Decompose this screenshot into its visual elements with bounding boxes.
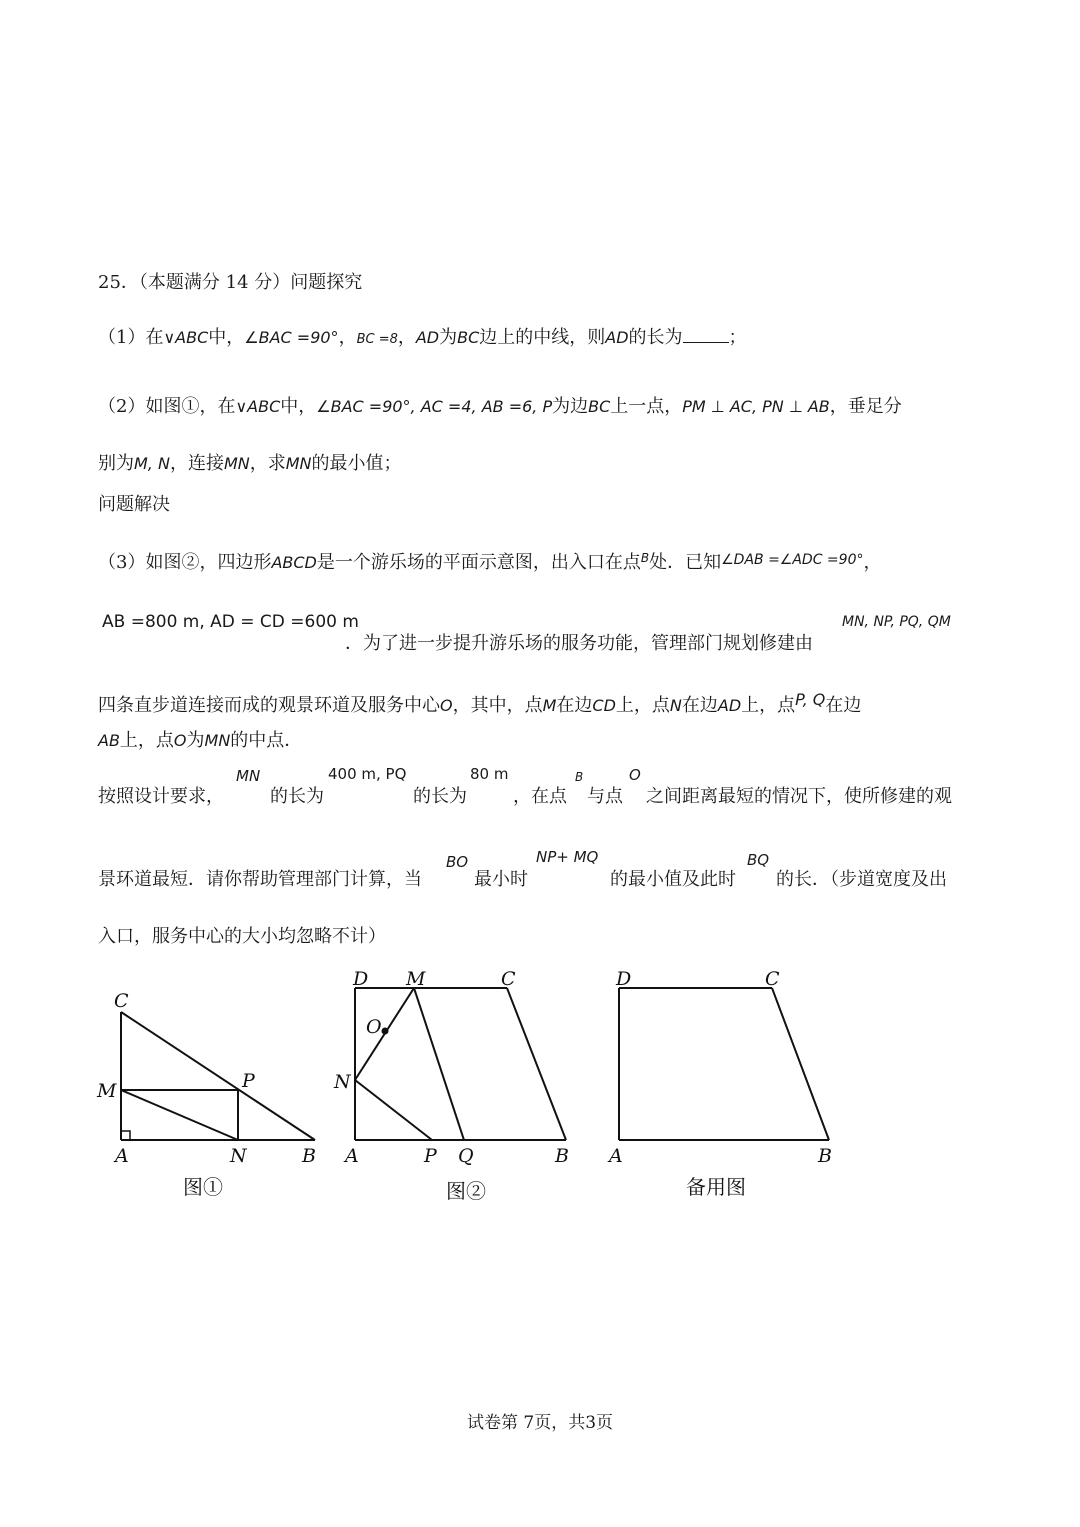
part3-text: 的长为: [270, 786, 324, 807]
part3-text: 的最小值及此时: [610, 869, 736, 890]
fig2-label-c: C: [501, 968, 516, 990]
part1-text: 中，: [208, 327, 245, 348]
part3-text: 为: [186, 730, 205, 751]
part3-math: O: [440, 696, 453, 715]
part3-math-mn: MN: [236, 767, 261, 785]
part1-text: 边上的中线，则: [479, 327, 606, 348]
part1-text: （1）在: [98, 327, 164, 348]
part2-text: 中，: [280, 396, 317, 417]
fig2-label-o: O: [366, 1016, 382, 1038]
part1-math: BC: [457, 328, 480, 347]
part2-text: 上一点，: [610, 396, 683, 417]
fig2-label-d: D: [353, 968, 369, 990]
part1-text: 为: [439, 327, 458, 348]
page-footer: 试卷第 7页，共3页: [466, 1413, 614, 1433]
part3-text: 在边: [825, 695, 862, 716]
fig2-caption: 图②: [446, 1179, 486, 1203]
fig2-seg-np: [355, 1080, 432, 1140]
fig2-label-n: N: [334, 1071, 351, 1093]
fig1-caption: 图①: [183, 1175, 223, 1199]
part3-text: 在边: [556, 695, 593, 716]
part3-math: P, Q: [795, 690, 826, 709]
fig2-label-m: M: [406, 968, 426, 990]
part3-math: M: [542, 696, 557, 715]
part3-text: （3）如图②，四边形: [98, 552, 272, 573]
part2-math: ∠BAC =90°, AC =4, AB =6, P: [316, 397, 553, 416]
part2-text: 别为: [98, 453, 134, 474]
part3-math: ABCD: [271, 553, 317, 572]
fig2-label-a: A: [345, 1145, 359, 1167]
part2-text: 的最小值；: [311, 453, 402, 474]
part2-math: M, N: [134, 454, 170, 473]
question-number: 25．: [98, 272, 139, 293]
fig2-label-p: P: [424, 1145, 437, 1167]
part3-math-npmq: NP+ MQ: [536, 848, 599, 866]
part3-text: ，在点: [513, 786, 567, 807]
fig2-label-b: B: [555, 1145, 569, 1167]
fig1-side-bc: [121, 1012, 315, 1140]
fig2-side-cb: [507, 988, 566, 1140]
part3-math: MN: [204, 731, 231, 750]
fig3-label-b: B: [818, 1145, 832, 1167]
part3-text: 上，点: [741, 695, 796, 716]
part2-text: 为边: [552, 396, 589, 417]
part1-math: BC =8: [356, 332, 398, 347]
part3-math: AD: [717, 696, 742, 715]
part3-text: ．为了进一步提升游乐场的服务功能，管理部门规划修建由: [345, 633, 813, 654]
part3-text: 处．已知: [649, 552, 722, 573]
fig1-label-b: B: [302, 1145, 316, 1167]
part3-math: O: [173, 731, 187, 750]
part3-math: ∠DAB =∠ADC =90°: [721, 552, 864, 568]
part2-triangle-symbol: ∨: [235, 397, 248, 416]
part1-text: ，: [397, 327, 416, 348]
part2-math: MN: [223, 454, 250, 473]
part3-line-7: 入口，服务中心的大小均忽略不计）: [98, 926, 386, 947]
part3-text: 上，点: [119, 730, 174, 751]
part1-text: ，: [338, 327, 357, 348]
fig1-label-p: P: [242, 1070, 255, 1092]
question-title: （本题满分 14 分）问题探究: [138, 272, 363, 293]
part3-text: ，其中，点: [452, 695, 543, 716]
fig1-label-c: C: [114, 990, 129, 1012]
part3-math-bq: BQ: [747, 851, 770, 869]
part3-math: CD: [592, 696, 616, 715]
fig1-right-angle-mark: [121, 1131, 130, 1140]
part1-text: 的长为: [628, 327, 683, 348]
part3-math: N: [669, 696, 682, 715]
fig1-label-n: N: [230, 1145, 247, 1167]
part2-math: BC: [588, 397, 611, 416]
part3-dimensions: AB =800 m, AD = CD =600 m: [102, 612, 359, 632]
part2-text: ，连接: [169, 453, 224, 474]
fig3-caption: 备用图: [686, 1175, 746, 1199]
part3-text: 最小时: [474, 869, 528, 890]
part2-math: MN: [285, 454, 312, 473]
part3-text: 在边: [681, 695, 718, 716]
part3-line-6a: 景环道最短．请你帮助管理部门计算，当: [98, 869, 422, 890]
part3-text: 四条直步道连接而成的观景环道及服务中心: [98, 695, 440, 716]
part3-math-400: 400 m, PQ: [328, 765, 407, 783]
part2-text: （2）如图①，在: [98, 396, 236, 417]
part1-math: AD: [605, 328, 629, 347]
part3-text: 是一个游乐场的平面示意图，出入口在点: [316, 552, 641, 573]
part1-math: AD: [415, 328, 440, 347]
figure-2: [355, 988, 566, 1140]
fig1-label-m: M: [97, 1080, 117, 1102]
part3-math: B: [640, 551, 650, 565]
fig3-label-c: C: [765, 968, 780, 990]
part3-math-o: O: [629, 766, 641, 784]
part3-math: AB: [98, 731, 120, 750]
part1-triangle-symbol: ∨: [163, 328, 176, 347]
part3-math-80: 80 m: [470, 765, 509, 783]
part2-text: ，垂足分: [829, 396, 902, 417]
fig2-point-o: [382, 1028, 389, 1035]
part3-text: 之间距离最短的情况下，使所修建的观: [646, 786, 952, 807]
fig3-side-cb: [772, 988, 829, 1140]
part3-text: ，: [863, 552, 882, 573]
part1-math: ABC: [175, 328, 209, 347]
part3-text: 上，点: [615, 695, 670, 716]
part3-text: 的中点．: [230, 730, 303, 751]
fig3-label-a: A: [609, 1145, 623, 1167]
figure-3: [619, 988, 829, 1140]
part3-text: 的长．（步道宽度及出: [776, 869, 947, 890]
part2-text: ，求: [249, 453, 286, 474]
part2-math: PM ⊥ AC, PN ⊥ AB: [682, 397, 830, 416]
part3-paths: MN, NP, PQ, QM: [842, 614, 951, 630]
fig3-label-d: D: [616, 968, 632, 990]
fig1-seg-mn: [121, 1090, 238, 1140]
part1-text: ；: [728, 327, 747, 348]
fig2-seg-mq: [414, 988, 464, 1140]
part3-line-5a: 按照设计要求，: [98, 786, 224, 807]
part3-math-bo: BO: [446, 853, 469, 871]
fig1-label-a: A: [115, 1145, 129, 1167]
part3-math-b: B: [575, 770, 584, 784]
part2-math: ABC: [247, 397, 281, 416]
part3-text: 的长为: [413, 786, 467, 807]
part1-math: ∠BAC =90°: [244, 328, 339, 347]
fig2-label-q: Q: [458, 1145, 474, 1167]
solve-header: 问题解决: [98, 494, 170, 515]
part3-text: 与点: [587, 786, 623, 807]
figure-1: [121, 1012, 315, 1140]
